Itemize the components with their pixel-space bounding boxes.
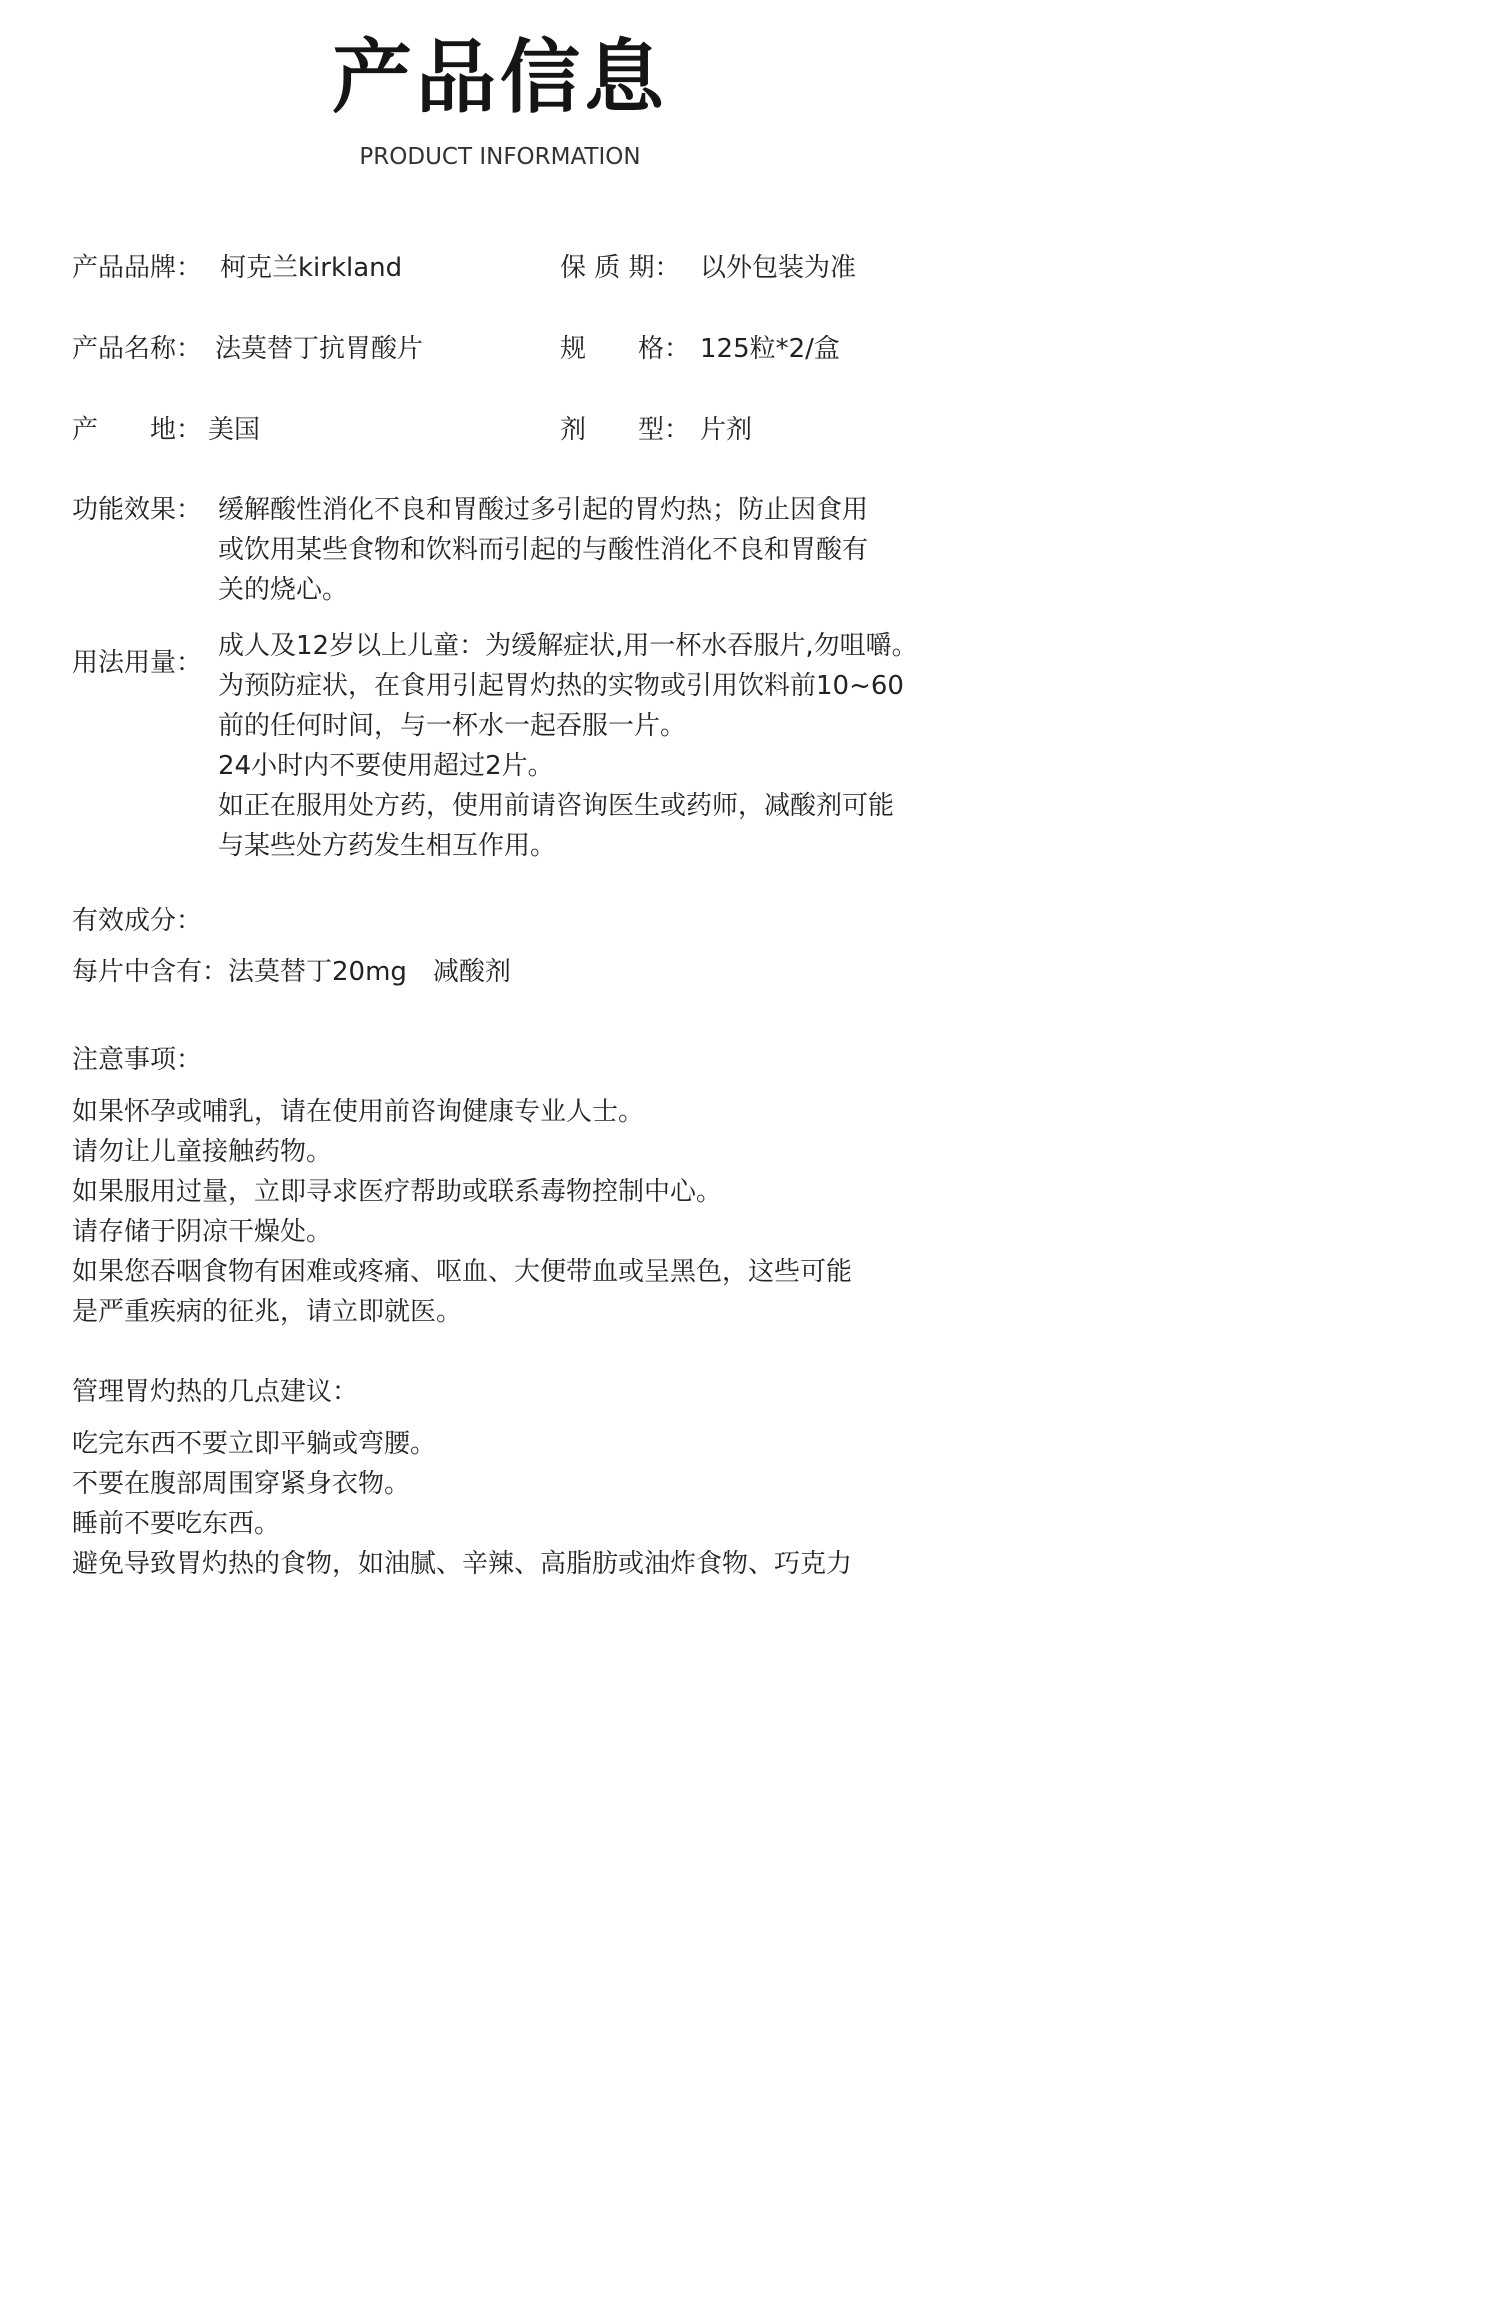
usage-line: 成人及12岁以上儿童：为缓解症状,用一杯水吞服片,勿咀嚼。 xyxy=(218,631,918,661)
product-name-value: 法莫替丁抗胃酸片 xyxy=(215,334,424,364)
shelf-life-value: 以外包装为准 xyxy=(700,253,857,283)
usage-line: 前的任何时间，与一杯水一起吞服一片。 xyxy=(218,711,687,741)
size-label: 规 格： xyxy=(560,334,691,364)
ingredients-text: 每片中含有：法莫替丁20mg 减酸剂 xyxy=(72,957,511,987)
precaution-line: 是严重疾病的征兆，请立即就医。 xyxy=(72,1297,463,1327)
ingredients-label: 有效成分： xyxy=(72,906,203,936)
page-subtitle: PRODUCT INFORMATION xyxy=(359,144,641,170)
usage-line: 为预防症状，在食用引起胃灼热的实物或引用饮料前10~60 xyxy=(218,671,904,701)
tip-line: 避免导致胃灼热的食物，如油腻、辛辣、高脂肪或油炸食物、巧克力 xyxy=(72,1549,853,1579)
product-name-label: 产品名称： xyxy=(72,334,203,364)
origin-value: 美国 xyxy=(208,415,261,445)
precaution-line: 如果怀孕或哺乳，请在使用前咨询健康专业人士。 xyxy=(72,1097,645,1127)
tip-line: 睡前不要吃东西。 xyxy=(72,1509,281,1539)
tip-line: 吃完东西不要立即平躺或弯腰。 xyxy=(72,1429,437,1459)
origin-label: 产 地： xyxy=(72,415,203,445)
dosage-form-value: 片剂 xyxy=(700,415,753,445)
brand-label: 产品品牌： xyxy=(72,253,203,283)
precautions-text xyxy=(72,1092,852,1332)
usage-text xyxy=(218,626,918,866)
page-title: 产品信息 xyxy=(332,31,668,124)
dosage-form-label: 剂 型： xyxy=(560,415,691,445)
size-value: 125粒*2/盒 xyxy=(700,334,840,364)
tips-text xyxy=(72,1424,852,1584)
usage-line: 与某些处方药发生相互作用。 xyxy=(218,831,557,861)
shelf-life-label: 保 质 期： xyxy=(560,253,681,283)
brand-value: 柯克兰kirkland xyxy=(220,253,403,283)
tips-label: 管理胃灼热的几点建议： xyxy=(72,1377,359,1407)
precaution-line: 请勿让儿童接触药物。 xyxy=(72,1137,333,1167)
effect-label: 功能效果： xyxy=(72,495,203,525)
precaution-line: 如果服用过量，立即寻求医疗帮助或联系毒物控制中心。 xyxy=(72,1177,723,1207)
usage-line: 如正在服用处方药，使用前请咨询医生或药师，减酸剂可能 xyxy=(218,791,895,821)
effect-line: 关的烧心。 xyxy=(218,575,349,605)
precaution-line: 如果您吞咽食物有困难或疼痛、呕血、大便带血或呈黑色，这些可能 xyxy=(72,1257,853,1287)
effect-text xyxy=(218,490,868,610)
usage-label: 用法用量： xyxy=(72,648,203,678)
effect-line: 缓解酸性消化不良和胃酸过多引起的胃灼热；防止因食用 xyxy=(218,495,869,525)
precaution-line: 请存储于阴凉干燥处。 xyxy=(72,1217,333,1247)
usage-line: 24小时内不要使用超过2片。 xyxy=(218,751,554,781)
tip-line: 不要在腹部周围穿紧身衣物。 xyxy=(72,1469,411,1499)
effect-line: 或饮用某些食物和饮料而引起的与酸性消化不良和胃酸有 xyxy=(218,535,869,565)
precautions-label: 注意事项： xyxy=(72,1045,203,1075)
